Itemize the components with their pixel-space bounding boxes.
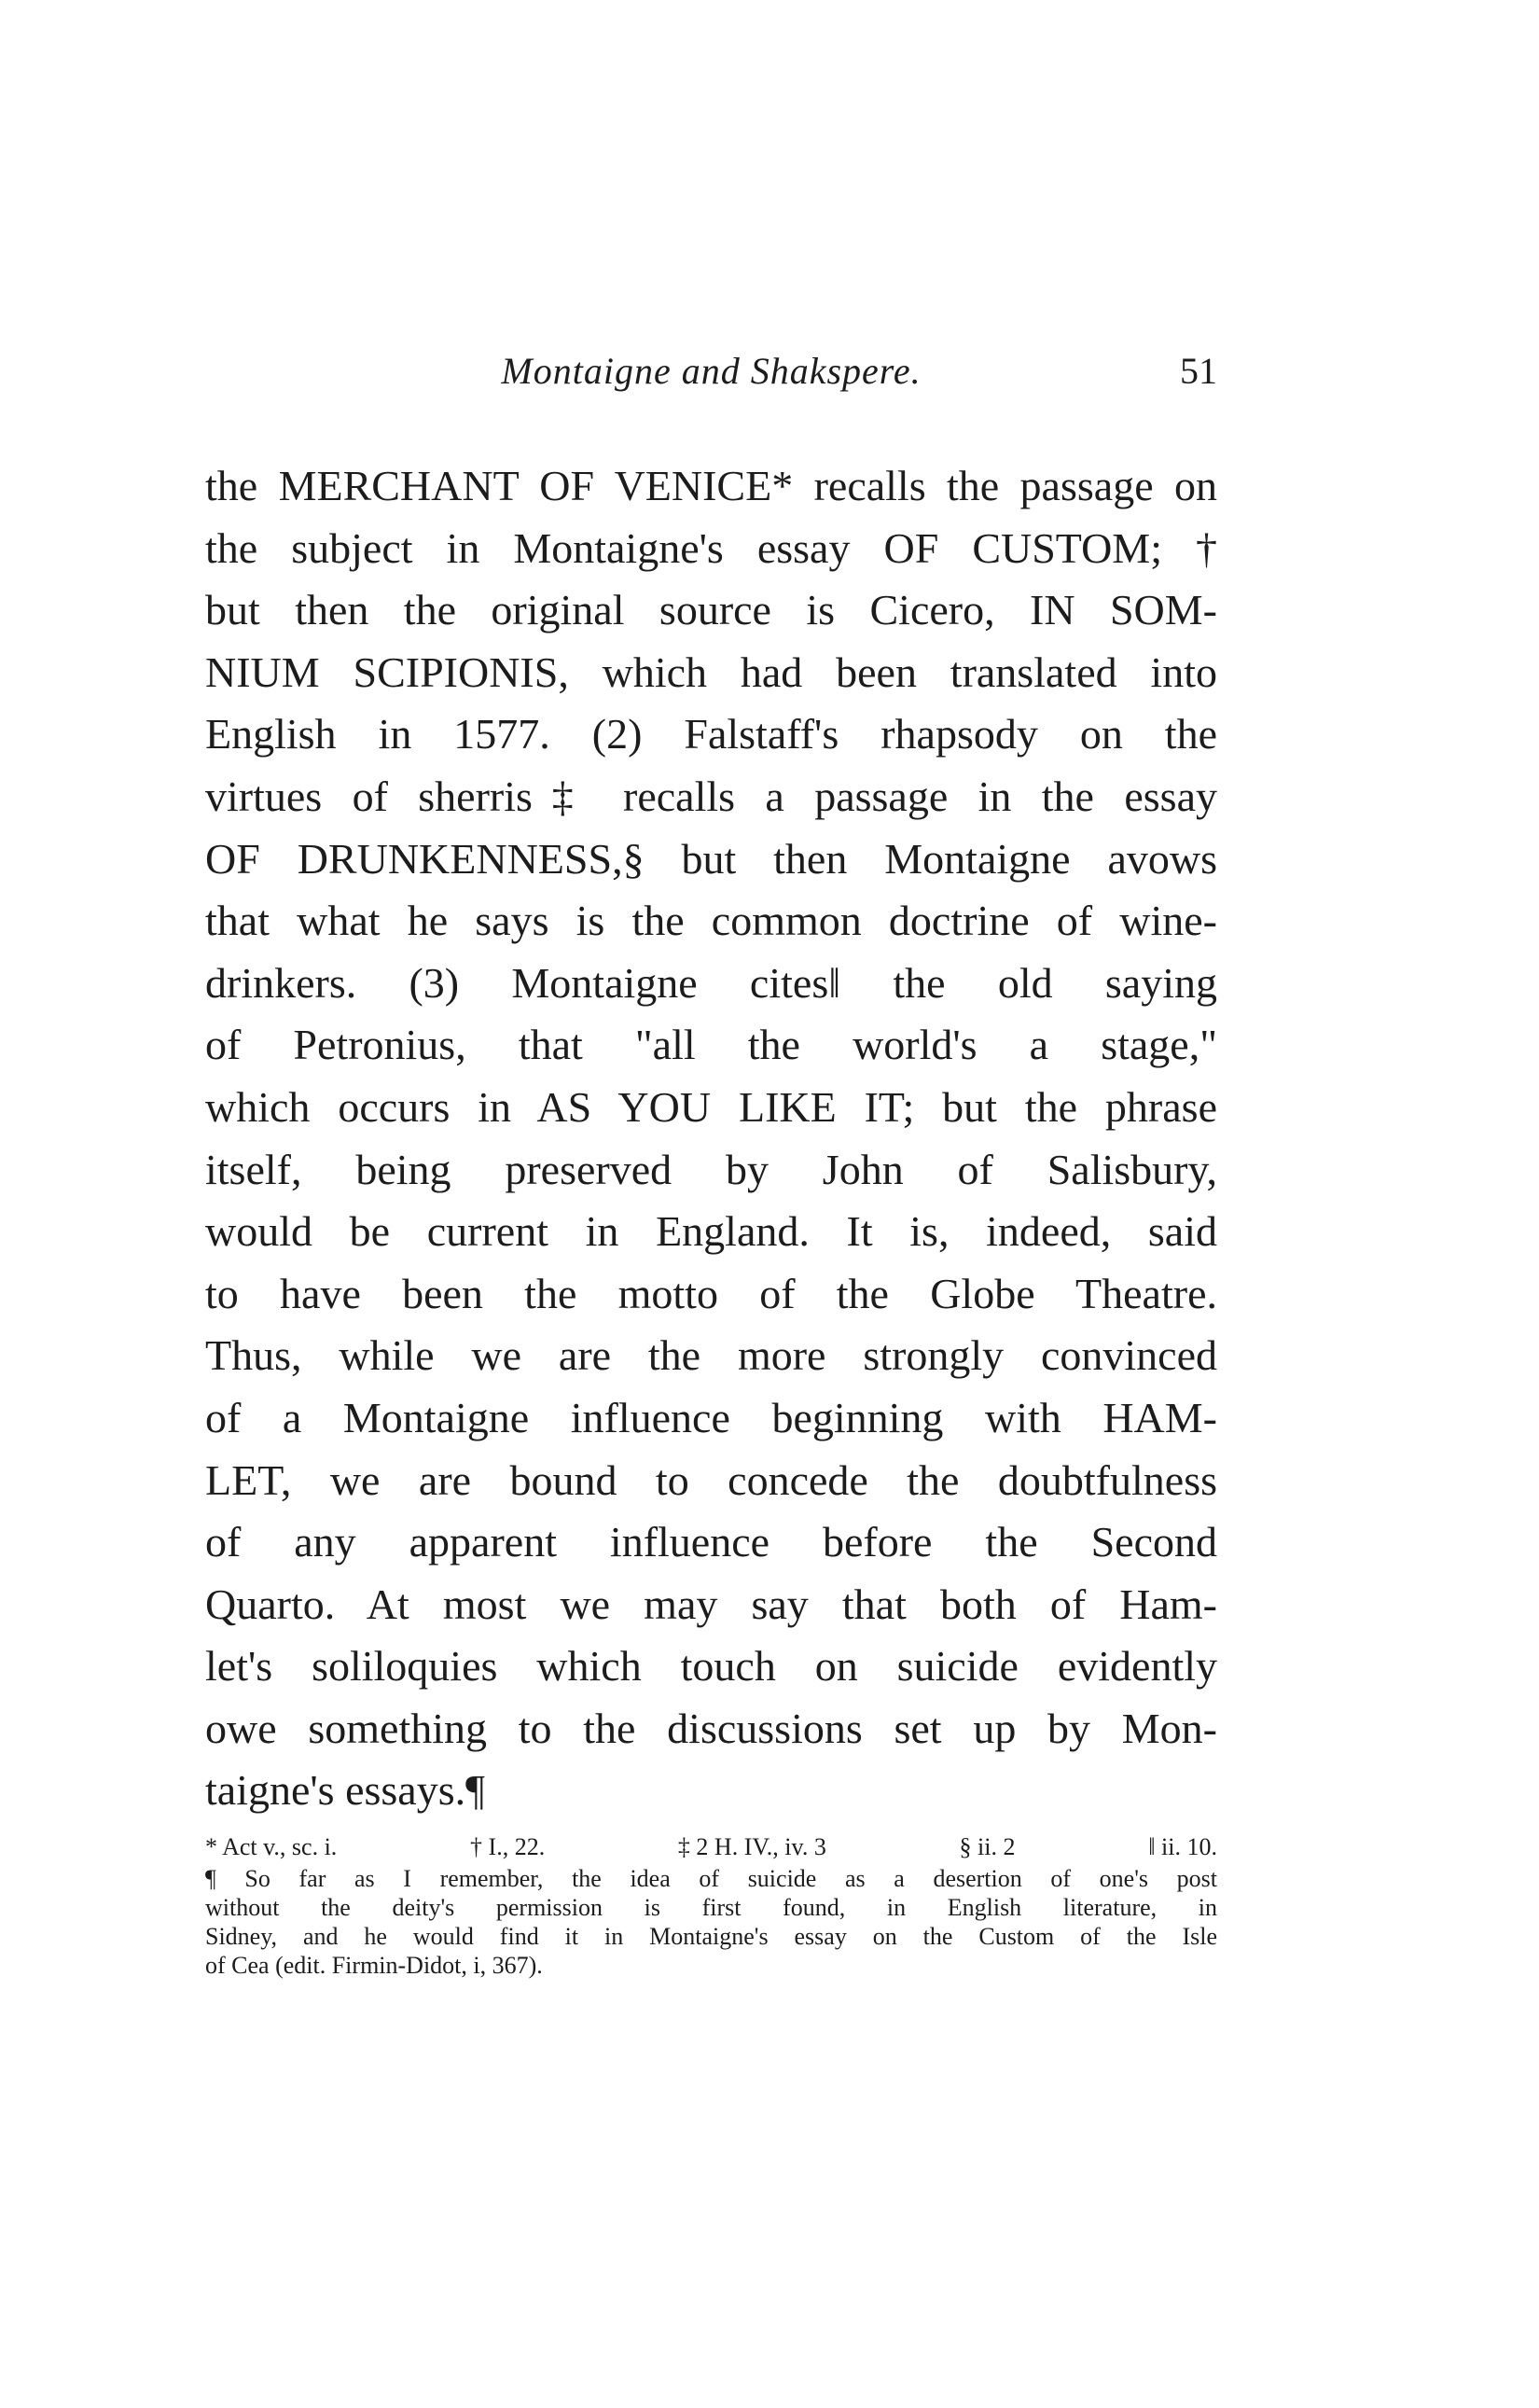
footnote-ref: * Act v., sc. i. — [205, 1832, 338, 1860]
text-line: virtues of sherris‡ recalls a passage in the essay — [205, 772, 1217, 820]
footnote-ref: ‡ 2 H. IV., iv. 3 — [677, 1832, 826, 1860]
footnotes — [205, 1829, 1217, 1980]
text-line: but then the original source is Cicero, IN SOM- — [205, 586, 1217, 634]
footnote-refs — [205, 1829, 1217, 1864]
footnote-ref: ‖ ii. 10. — [1148, 1832, 1217, 1860]
text-line: would be current in England. It is, indeed, said — [205, 1207, 1217, 1256]
text-line: LET, we are bound to concede the doubtfulness — [205, 1455, 1217, 1504]
body-paragraph — [205, 455, 1217, 1822]
text-line: OF DRUNKENNESS,§ but then Montaigne avows — [205, 834, 1217, 883]
text-line: English in 1577. (2) Falstaff's rhapsody on the — [205, 710, 1217, 759]
text-line: of a Montaigne influence beginning with HAM- — [205, 1393, 1217, 1441]
running-head — [205, 343, 1217, 399]
text-line: which occurs in AS YOU LIKE IT; but the phrase — [205, 1082, 1217, 1131]
text-line: NIUM SCIPIONIS, which had been translated into — [205, 647, 1217, 696]
text-line: itself, being preserved by John of Salisbury, — [205, 1145, 1217, 1193]
footnote-line: ¶ So far as I remember, the idea of suicide as a desertion of one's post — [205, 1865, 1217, 1892]
text-line: that what he says is the common doctrine of wine- — [205, 897, 1217, 945]
text-line: of any apparent influence before the Second — [205, 1518, 1217, 1566]
footnote-ref: † I., 22. — [470, 1832, 546, 1860]
text-line: Quarto. At most we may say that both of Ham- — [205, 1580, 1217, 1628]
text-line: the subject in Montaigne's essay OF CUSTOM; † — [205, 523, 1217, 572]
footnote-line: without the deity's permission is first found, in English literature, in — [205, 1894, 1217, 1921]
text-line: drinkers. (3) Montaigne cites‖ the old saying — [205, 958, 1217, 1007]
text-line: to have been the motto of the Globe Theatre. — [205, 1269, 1217, 1317]
text-line: of Petronius, that "all the world's a stage," — [205, 1021, 1217, 1069]
footnote-line: of Cea (edit. Firmin-Didot, i, 367). — [205, 1952, 543, 1979]
running-title: Montaigne and Shakspere. — [501, 350, 922, 392]
text-line: let's soliloquies which touch on suicide evidently — [205, 1642, 1217, 1691]
page-number: 51 — [1180, 350, 1217, 392]
text-line: the MERCHANT OF VENICE* recalls the passage on — [205, 462, 1217, 509]
footnote-ref: § ii. 2 — [959, 1832, 1016, 1860]
text-line: owe something to the discussions set up by Mon- — [205, 1704, 1217, 1752]
text-line: Thus, while we are the more strongly convinced — [205, 1331, 1217, 1380]
footnote-line: Sidney, and he would find it in Montaigne's essay on the Custom of the Isle — [205, 1923, 1217, 1950]
text-line: taigne's essays.¶ — [205, 1766, 485, 1815]
